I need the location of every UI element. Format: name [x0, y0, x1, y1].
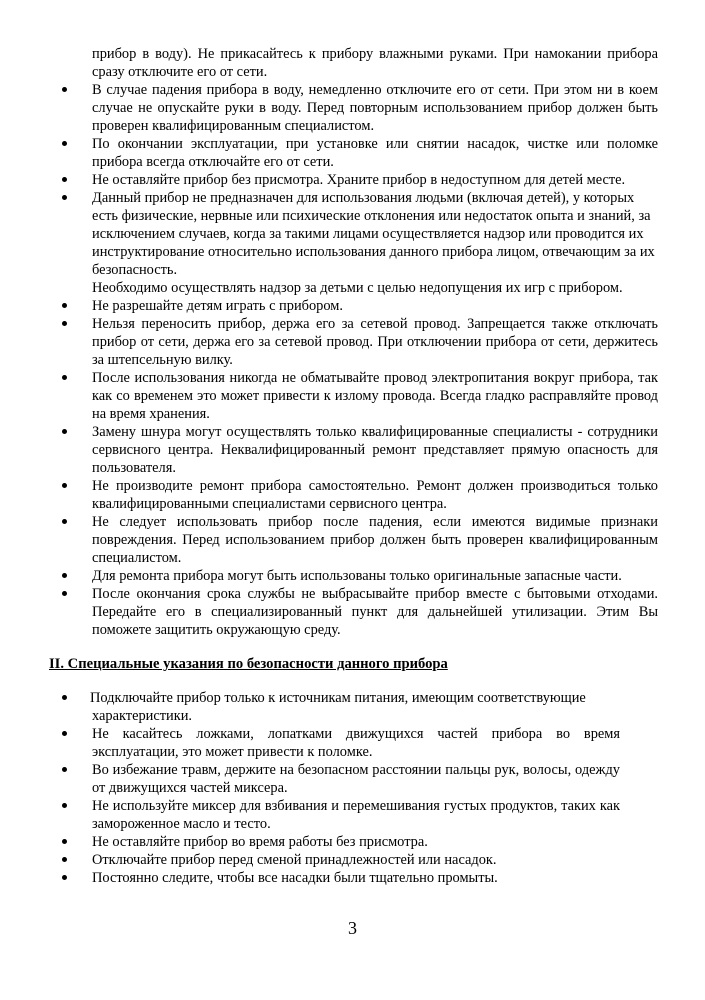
list-item-text: Не следует использовать прибор после падения, если имеются видимые признаки повреждения. Перед использованием прибор должен быть проверен квалифицированным специалистом. [92, 514, 658, 566]
list-item [50, 189, 658, 297]
list-item-text: Постоянно следите, чтобы все насадки были тщательно промыты. [92, 870, 498, 886]
page-number: 3 [348, 918, 357, 938]
bullet-icon [62, 141, 67, 146]
list-item-text: Замену шнура могут осуществлять только квалифицированные специалисты - сотрудники сервисного центра. Неквалифицированный ремонт представляет прямую опасность для пользователя. [92, 424, 658, 476]
bullet-icon [62, 321, 67, 326]
bullet-icon [62, 875, 67, 880]
list-item-text: Не производите ремонт прибора самостоятельно. Ремонт должен производиться только квалифицированными специалистами сервисного центра. [92, 478, 658, 512]
list-item [50, 761, 620, 797]
list-item [50, 171, 658, 189]
list-item-text: Данный прибор не предназначен для использования людьми (включая детей), у которых есть физические, нервные или психические отклонения или недостаток опыта и знаний, за исключением случаев, когда за такими лицами осуществляется надзор или проводится их инструктирование относительно использования данного прибора лицом, отвечающим за их безопасность. [92, 190, 655, 278]
list-item-text: Не касайтесь ложками, лопатками движущихся частей прибора во время эксплуатации, это может привести к поломке. [92, 726, 620, 760]
list-item-text: Для ремонта прибора могут быть использованы только оригинальные запасные части. [92, 568, 622, 584]
list-item-text: Отключайте прибор перед сменой принадлежностей или насадок. [92, 852, 497, 868]
list-item [50, 513, 658, 567]
list-item [50, 81, 658, 135]
bullet-icon [62, 87, 67, 92]
list-item-text: Не разрешайте детям играть с прибором. [92, 298, 343, 314]
list-item [50, 315, 658, 369]
bullet-icon [62, 573, 67, 578]
bullet-icon [62, 857, 67, 862]
safety-list [50, 45, 658, 639]
list-item-text: В случае падения прибора в воду, немедленно отключите его от сети. При этом ни в коем случае не опускайте руки в воду. Перед повторным использованием прибор должен быть проверен квалифицированным специалистом. [92, 82, 658, 134]
bullet-icon [62, 519, 67, 524]
bullet-icon [62, 303, 67, 308]
list-item-text: После использования никогда не обматывайте провод электропитания вокруг прибора, так как со временем это может привести к излому провода. Всегда гладко расправляйте провод на время хранения. [92, 370, 658, 422]
list-item [50, 297, 658, 315]
bullet-icon [62, 177, 67, 182]
list-item [50, 369, 658, 423]
list-item-text: По окончании эксплуатации, при установке или снятии насадок, чистке или поломке прибора всегда отключайте его от сети. [92, 136, 658, 170]
special-instructions-list [50, 689, 620, 887]
bullet-icon [62, 839, 67, 844]
bullet-icon [62, 195, 67, 200]
list-item [50, 869, 620, 887]
intro-text: прибор в воду). Не прикасайтесь к прибору влажными руками. При намокании прибора сразу отключите его от сети. [92, 46, 658, 80]
list-item [50, 423, 658, 477]
list-item-text: Не используйте миксер для взбивания и перемешивания густых продуктов, таких как замороженное масло и тесто. [92, 798, 620, 832]
list-item [50, 725, 620, 761]
bullet-icon [62, 767, 67, 772]
list-item [50, 689, 620, 725]
list-item-text: Подключайте прибор только к источникам питания, имеющим соответствующие характеристики. [90, 690, 586, 724]
bullet-icon [62, 483, 67, 488]
list-item-text: После окончания срока службы не выбрасывайте прибор вместе с бытовыми отходами. Передайте его в специализированный пункт для дальнейшей утилизации. Этим Вы поможете защитить окружающую среду. [92, 586, 658, 638]
bullet-icon [62, 695, 67, 700]
list-item-text: Нельзя переносить прибор, держа его за сетевой провод. Запрещается также отключать прибор от сети, держа его за сетевой провод. При отключении прибора от сети, держитесь за штепсельную вилку. [92, 316, 658, 368]
list-item [50, 135, 658, 171]
list-item [50, 567, 658, 585]
list-item [50, 477, 658, 513]
list-item-text: Во избежание травм, держите на безопасном расстоянии пальцы рук, волосы, одежду от движущихся частей миксера. [92, 762, 620, 796]
list-item-continuation-text: Необходимо осуществлять надзор за детьми с целью недопущения их игр с прибором. [92, 280, 623, 296]
bullet-icon [62, 375, 67, 380]
list-item-text: Не оставляйте прибор во время работы без присмотра. [92, 834, 428, 850]
list-item-continuation [50, 45, 658, 81]
bullet-icon [62, 429, 67, 434]
bullet-icon [62, 591, 67, 596]
bullet-icon [62, 803, 67, 808]
section-title: II. Специальные указания по безопасности данного прибора [49, 656, 448, 672]
bullet-icon [62, 731, 67, 736]
list-item-text: Не оставляйте прибор без присмотра. Храните прибор в недоступном для детей месте. [92, 172, 626, 188]
list-item [50, 851, 620, 869]
list-item [50, 797, 620, 833]
list-item [50, 585, 658, 639]
list-item [50, 833, 620, 851]
